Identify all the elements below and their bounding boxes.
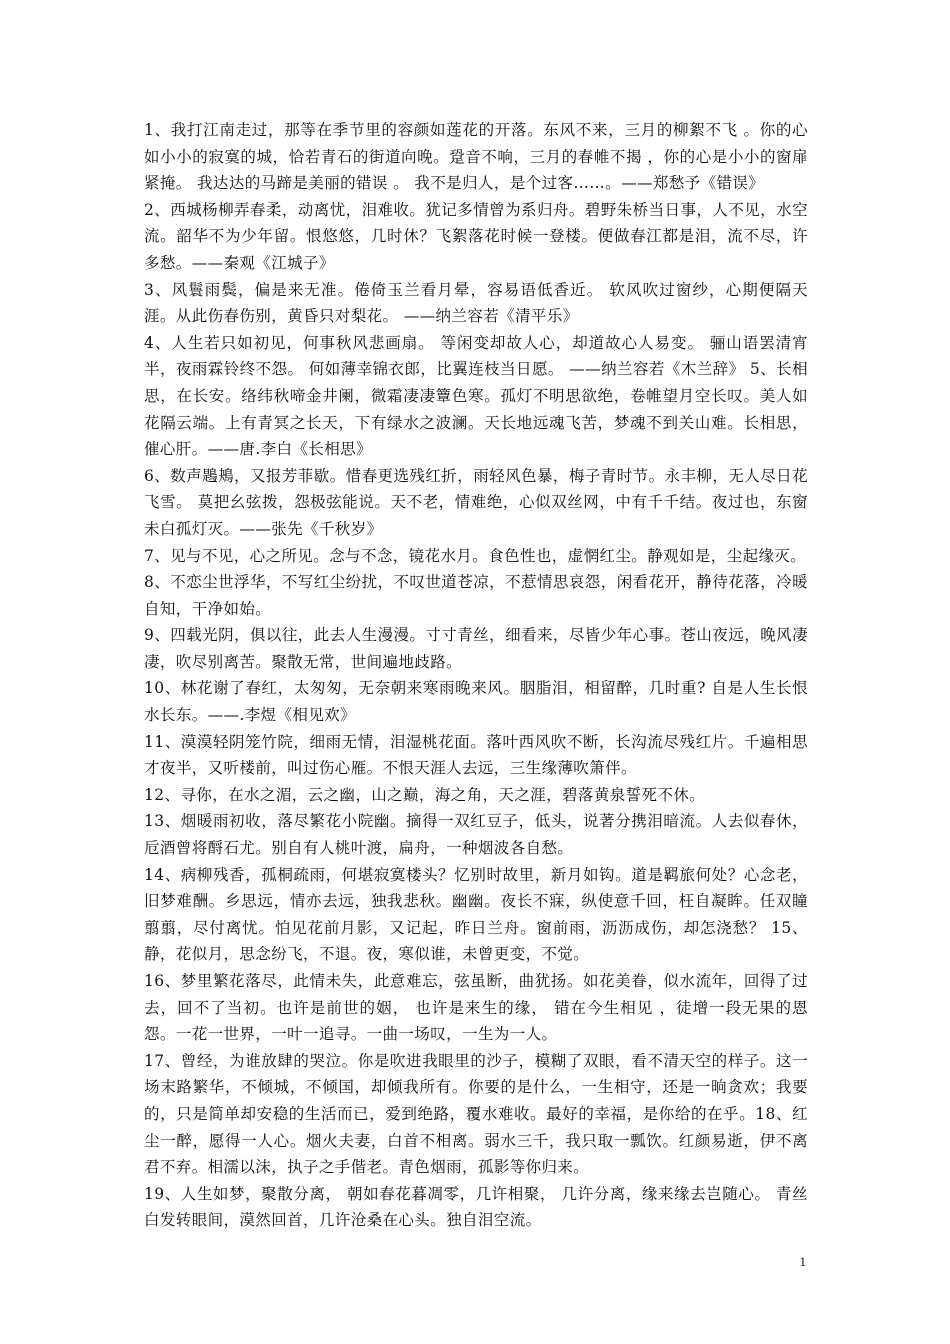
page-number: 1 [799, 1254, 806, 1269]
paragraph: 10、林花谢了春红，太匆匆，无奈朝来寒雨晚来风。胭脂泪，相留醉，几时重? 自是人生长恨水长东。——.李煜《相见欢》 [144, 679, 808, 725]
paragraph: 1、我打江南走过，那等在季节里的容颜如莲花的开落。东风不来，三月的柳絮不飞 。你的心如小小的寂寞的城，恰若青石的街道向晚。跫音不响，三月的春帷不揭 ，你的心是小小的窗扉紧掩。 我达达的马蹄是美丽的错误 。 我不是归人，是个过客……。——郑愁予《错误》 [144, 121, 808, 193]
paragraph: 2、西城杨柳弄春柔，动离忧，泪难收。犹记多情曾为系归舟。碧野朱桥当日事，人不见，水空流。韶华不为少年留。恨悠悠，几时休？飞絮落花时候一登楼。便做春江都是泪，流不尽，许多愁。——秦观《江城子》 [144, 200, 808, 272]
paragraph: 16、梦里繁花落尽，此情未失，此意难忘，弦虽断，曲犹扬。如花美眷，似水流年，回得了过去，回不了当初。也许是前世的姻， 也许是来生的缘， 错在今生相见 ，徒增一段无果的恩怨。一花一世界，一叶一追寻。一曲一场叹，一生为一人。 [144, 972, 808, 1044]
paragraph: 19、人生如梦，聚散分离， 朝如春花暮凋零，几许相聚， 几许分离，缘来缘去岂随心。 青丝白发转眼间，漠然回首，几许沧桑在心头。独自泪空流。 [144, 1184, 808, 1230]
paragraph: 8、不恋尘世浮华，不写红尘纷扰，不叹世道苍凉，不惹情思哀怨，闲看花开，静待花落，冷暖自知，干净如始。 [144, 573, 808, 618]
paragraph: 9、四载光阴，俱以往，此去人生漫漫。寸寸青丝，细看来，尽皆少年心事。苍山夜远，晚风凄凄，吹尽别离苦。聚散无常，世间遍地歧路。 [144, 626, 808, 671]
paragraph: 7、见与不见，心之所见。念与不念，镜花水月。食色性也，虚惘红尘。静观如是，尘起缘灭。 [144, 546, 807, 565]
paragraph: 11、漠漠轻阴笼竹院，细雨无情，泪湿桃花面。落叶西风吹不断，长沟流尽残红片。千遍相思才夜半，又听楼前，叫过伤心雁。不恨天涯人去远，三生缘薄吹箫伴。 [144, 732, 808, 778]
document-body [144, 117, 808, 1234]
paragraph: 13、烟暖雨初收，落尽繁花小院幽。摘得一双红豆子，低头，说著分携泪暗流。人去似春休，卮酒曾将酹石尤。别自有人桃叶渡，扁舟，一种烟波各自愁。 [144, 812, 808, 858]
paragraph: 4、人生若只如初见，何事秋风悲画扇。 等闲变却故人心，却道故心人易变。 骊山语罢清宵半，夜雨霖铃终不怨。 何如薄幸锦衣郎，比翼连枝当日愿。 ——纳兰容若《木兰辞》 5、长相思，在长安。络纬秋啼金井阑，微霜凄凄簟色寒。孤灯不明思欲绝，卷帷望月空长叹。美人如花隔云端。上有青冥之长天，下有绿水之波澜。天长地远魂飞苦，梦魂不到关山难。长相思，催心肝。——唐.李白《长相思》 [144, 333, 808, 459]
paragraph: 14、病柳残香，孤桐疏雨，何堪寂寞楼头？忆别时故里，新月如钩。道是羁旅何处？心念老，旧梦难酬。乡思远，情亦去远，独我悲秋。幽幽。夜长不寐，纵使意千回，枉自凝眸。任双瞳翦翦，尽付离忧。怕见花前月影，又记起，昨日兰舟。窗前雨，沥沥成伤，却怎浇愁？ 15、静，花似月，思念纷飞，不退。夜，寒似谁，未曾更变，不觉。 [144, 865, 808, 964]
paragraph: 3、风鬟雨鬓，偏是来无准。倦倚玉兰看月晕，容易语低香近。 软风吹过窗纱，心期便隔天涯。从此伤春伤别，黄昏只对梨花。 ——纳兰容若《清平乐》 [144, 280, 808, 326]
paragraph: 17、曾经，为谁放肆的哭泣。你是吹进我眼里的沙子，模糊了双眼，看不清天空的样子。这一场末路繁华，不倾城，不倾国，却倾我所有。你要的是什么，一生相守，还是一晌贪欢；我要的，只是简单却安稳的生活而已，爱到绝路，覆水难收。最好的幸福，是你给的在乎。18、红尘一醉，愿得一人心。烟火夫妻，白首不相离。弱水三千，我只取一瓢饮。红颜易逝，伊不离君不弃。相濡以沫，执子之手偕老。青色烟雨，孤影等你归来。 [144, 1051, 808, 1177]
paragraph: 12、寻你，在水之湄，云之幽，山之巅，海之角，天之涯，碧落黄泉誓死不休。 [144, 785, 706, 804]
paragraph: 6、数声鶗鴂，又报芳菲歇。惜春更选残红折，雨轻风色暴，梅子青时节。永丰柳，无人尽日花飞雪。 莫把幺弦拨，怨极弦能说。天不老，情难绝，心似双丝网，中有千千结。夜过也，东窗未白孤灯灭。——张先《千秋岁》 [144, 466, 808, 538]
